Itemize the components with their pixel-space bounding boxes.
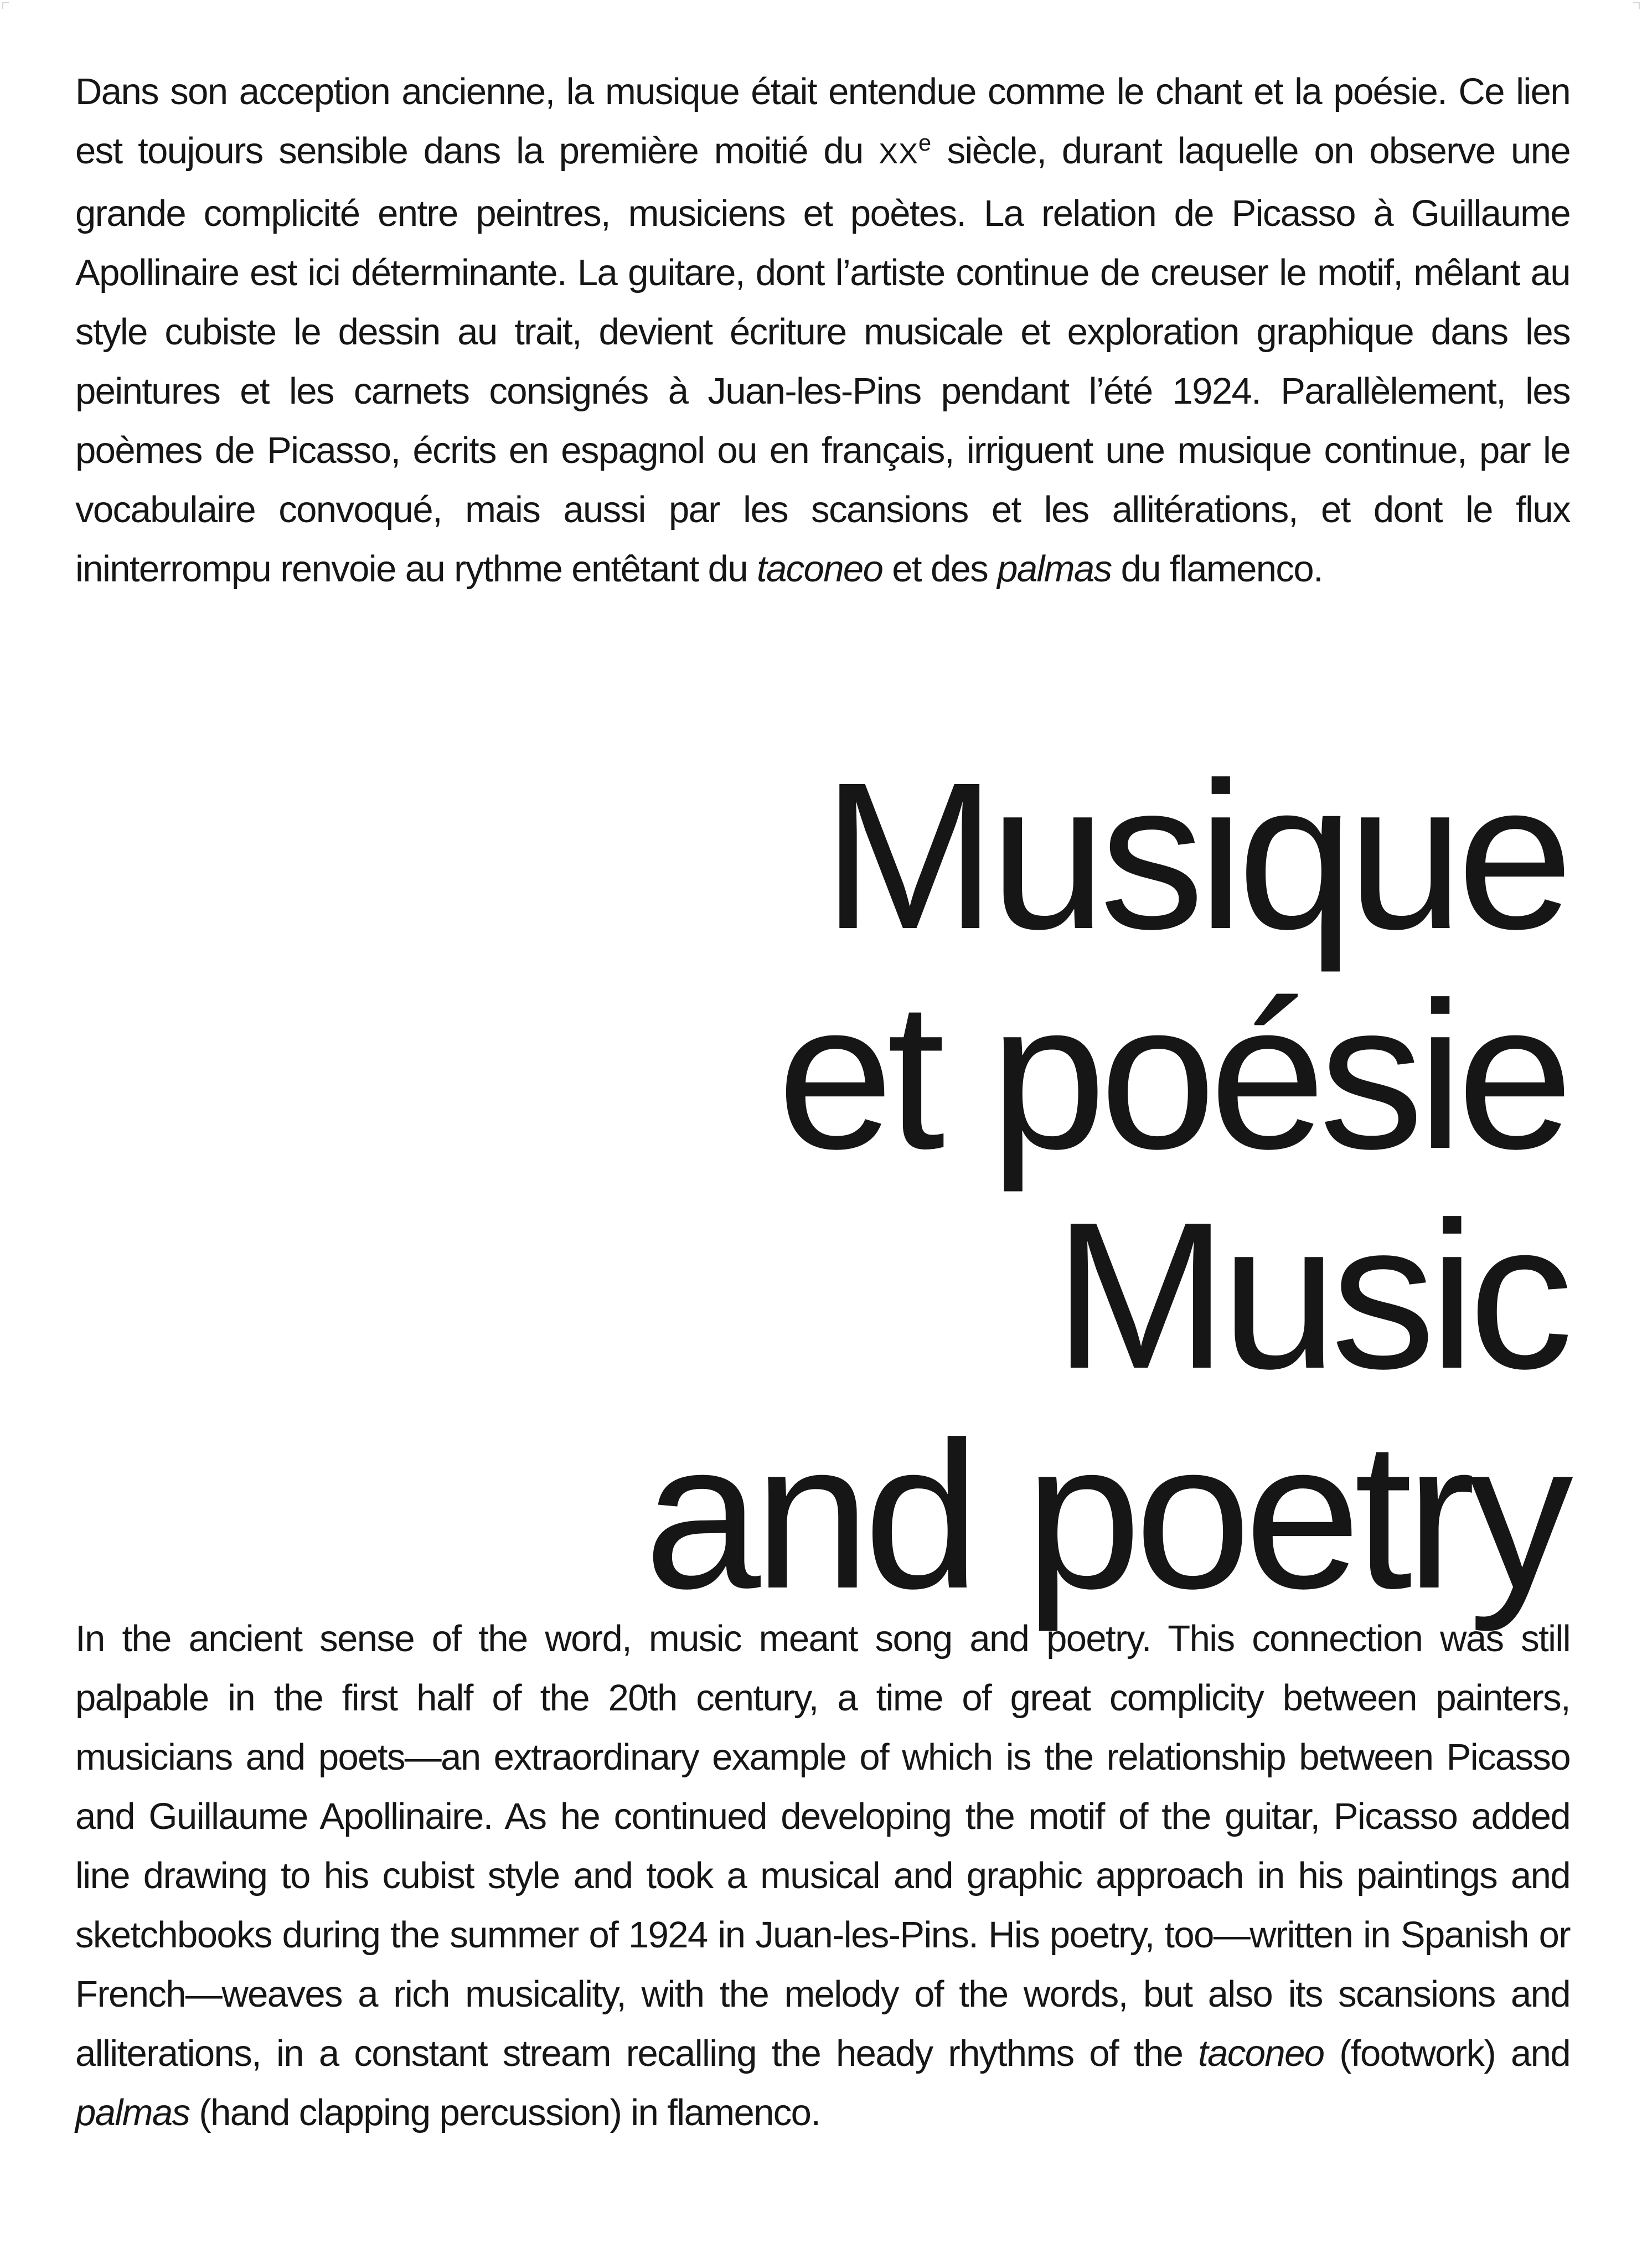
title-english-line-1: Music	[1053, 1179, 1567, 1413]
english-italic-taconeo: taconeo	[1198, 2033, 1324, 2074]
french-text-part2: siècle, durant laquelle on observe une grande complicité entre peintres, musiciens et poètes. La relation de Picasso à Guillaume Apollinaire est ici déterminante. La guitare, dont l’artiste continue de creuser le motif, mêlant au style cubiste le dessin au trait, devient écriture musicale et exploration graphique dans les peintures et les carnets consignés à Juan-les-Pins pendant l’été 1924. Parallèlement, les poèmes de Picasso, écrits en espagnol ou en français, irriguent une musique continue, par le vocabulaire convoqué, mais aussi par les scansions et les allitérations, et dont le flux ininterrompu renvoie au rythme entêtant du	[75, 130, 1571, 590]
french-italic-taconeo: taconeo	[757, 548, 883, 590]
french-text-part3: et des	[882, 548, 998, 590]
century-numeral: XX	[879, 138, 918, 170]
crop-mark-top-left	[2, 2, 9, 9]
english-text-part1: In the ancient sense of the word, music meant song and poetry. This connection was still palpable in the first half of the 20th century, a time of great complicity between painters, musicians and poets—an extraordinary example of which is the relationship between Picasso and Guillaume Apollinaire. As he continued developing the motif of the guitar, Picasso added line drawing to his cubist style and took a musical and graphic approach in his paintings and sketchbooks during the summer of 1924 in Juan-les-Pins. His poetry, too—written in Spanish or French—weaves a rich musicality, with the melody of the words, but also its scansions and alliterations, in a constant stream recalling the heady rhythms of the	[75, 1618, 1570, 2074]
french-text-part4: du flamenco.	[1111, 548, 1323, 590]
english-text-part2: (footwork) and	[1324, 2033, 1570, 2074]
title-english-line-2: and poetry	[644, 1399, 1567, 1632]
french-text-part1: Dans son acception ancienne, la musique était entendue comme le chant et la poésie. Ce lien est toujours sensible dans la première moitié du	[75, 71, 1570, 172]
english-paragraph	[75, 1609, 1570, 2142]
french-paragraph	[75, 62, 1570, 599]
english-italic-palmas: palmas	[75, 2092, 190, 2133]
english-paragraph-text	[75, 1609, 1570, 2142]
century-suffix: e	[918, 130, 932, 156]
crop-mark-top-right	[1633, 2, 1640, 9]
english-text-part3: (hand clapping percussion) in flamenco.	[189, 2092, 820, 2133]
page-title	[72, 739, 1567, 1632]
french-italic-palmas: palmas	[997, 548, 1112, 590]
french-paragraph-text	[75, 62, 1570, 599]
title-french-line-1: Musique	[822, 739, 1567, 973]
title-french-line-2: et poésie	[777, 959, 1567, 1193]
